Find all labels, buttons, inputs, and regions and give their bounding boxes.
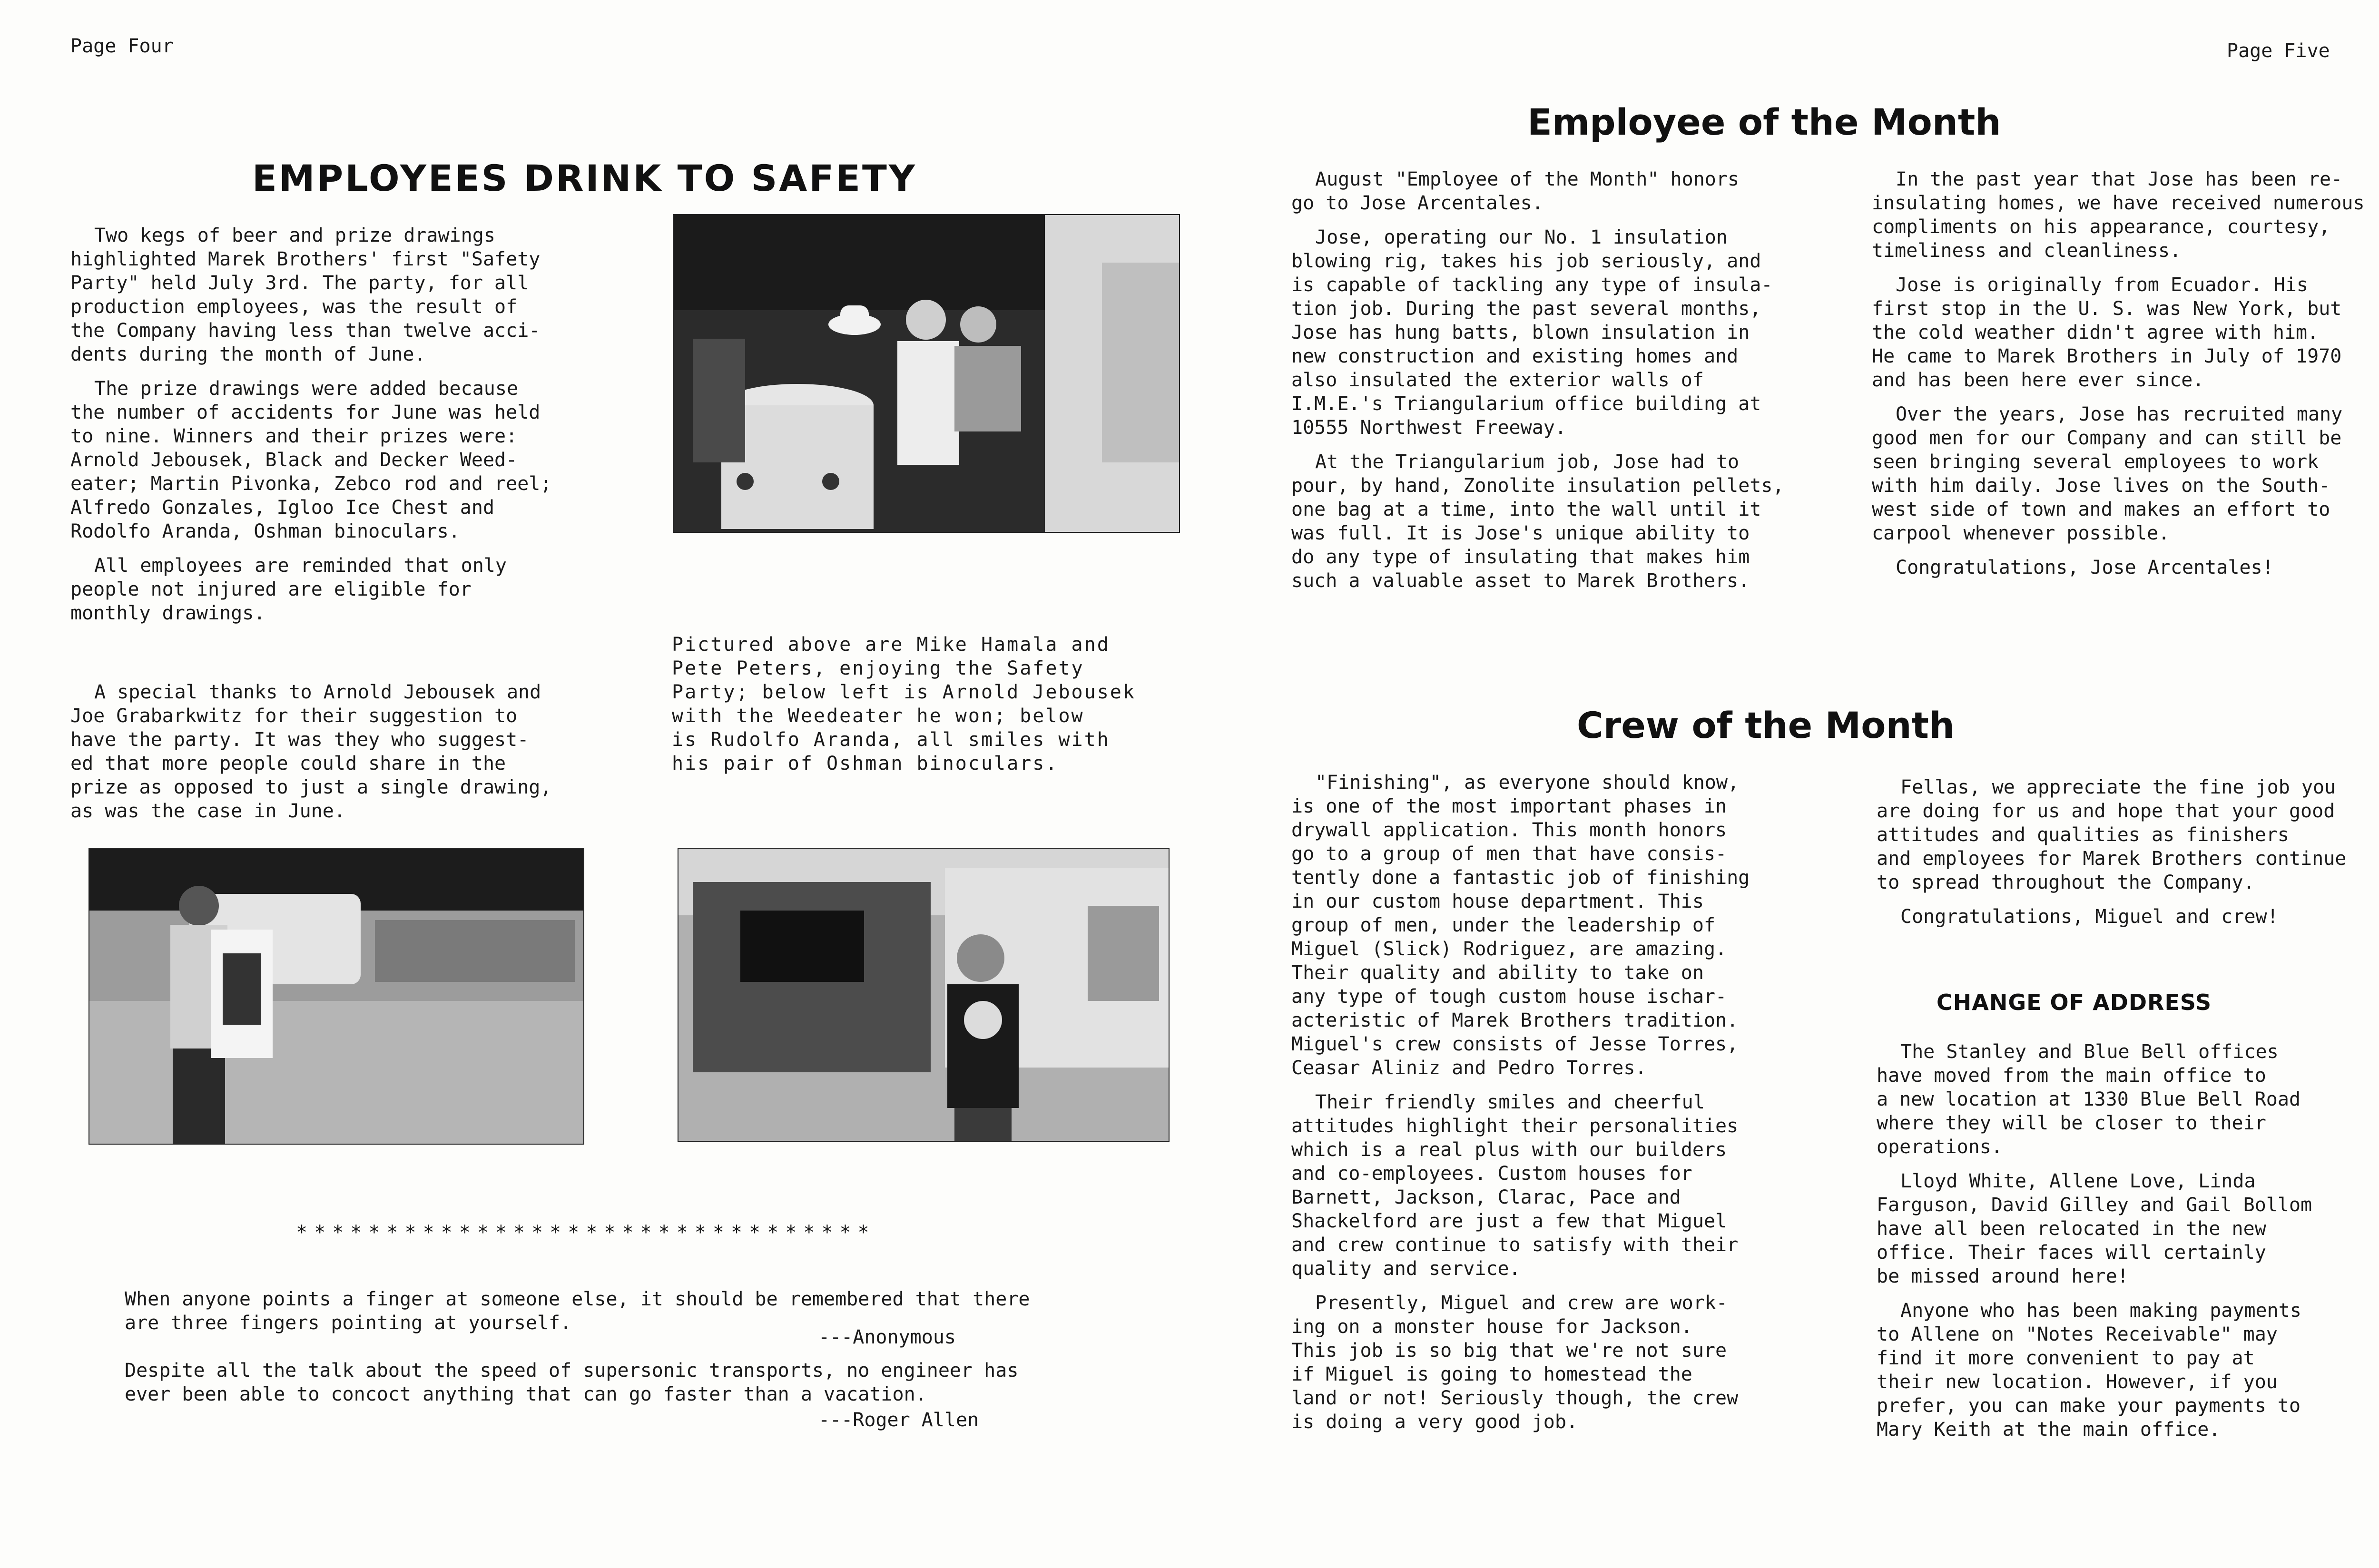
employee-of-month-title: Employee of the Month <box>1527 101 2001 143</box>
paragraph: Jose is originally from Ecuador. His first stop in the U. S. was New York, but the cold weather didn't agree with him. He came to Marek Brothers in July of 1970 and has been here ever since. <box>1872 274 2342 391</box>
paragraph: Two kegs of beer and prize drawings highlighted Marek Brothers' first "Safety Party" held July 3rd. The party, for all production employees, was the result of the Company having less than twelve acci- dents during the month of June. <box>70 225 541 365</box>
headline: EMPLOYEES DRINK TO SAFETY <box>252 157 917 199</box>
paragraph: Presently, Miguel and crew are work- ing on a monster house for Jackson. This job is so big that we're not sure if Miguel is going to homestead the land or not! Seriously though, the crew is doing a very good job. <box>1291 1292 1739 1433</box>
change-of-address-title: CHANGE OF ADDRESS <box>1937 990 2212 1015</box>
paragraph: At the Triangularium job, Jose had to pour, by hand, Zonolite insulation pellets, one bag at a time, into the wall until it was full. It is Jose's unique ability to do any type of insulating that makes him such a valuable asset to Marek Brothers. <box>1291 451 1784 592</box>
quote-attribution: ---Anonymous <box>818 1326 956 1348</box>
quote-attribution: ---Roger Allen <box>818 1409 979 1431</box>
paragraph: Anyone who has been making payments to Allene on "Notes Receivable" may find it more convenient to pay at their new location. However, if you prefer, you can make your payments to Mary Keith at the main office. <box>1877 1300 2301 1441</box>
crew-col-1 <box>1291 771 1805 1444</box>
photo-safety-party <box>673 214 1180 533</box>
star-divider: ******************************** <box>296 1222 876 1244</box>
employee-col-1 <box>1291 167 1791 603</box>
article-intro <box>70 224 665 636</box>
paragraph: A special thanks to Arnold Jebousek and Joe Grabarkwitz for their suggestion to have the party. It was they who suggest- ed that more people could share in the prize as opposed to just a single drawing, as was the case in June. <box>70 681 552 822</box>
quote-anonymous: When anyone points a finger at someone else, it should be remembered that there are three fingers pointing at yourself. <box>125 1288 1030 1334</box>
employee-col-2 <box>1872 167 2379 590</box>
change-of-address-body <box>1877 1040 2379 1452</box>
paragraph: Over the years, Jose has recruited many good men for our Company and can still be seen bringing several employees to work with him daily. Jose lives on the South- west side of town and makes an effort to carpool whenever possible. <box>1872 403 2343 544</box>
paragraph: Their friendly smiles and cheerful attitudes highlight their personalities which is a real plus with our builders and co-employees. Custom houses for Barnett, Jackson, Clarac, Pace and Shackelford are just a few that Miguel and crew continue to satisfy with their quality and service. <box>1291 1091 1739 1280</box>
crew-col-2 <box>1877 775 2379 939</box>
paragraph: Lloyd White, Allene Love, Linda Farguson, David Gilley and Gail Bollom have all been relocated in the new office. Their faces will certainly be missed around here! <box>1877 1170 2312 1287</box>
photo-rudolfo-aranda <box>678 848 1170 1142</box>
paragraph: "Finishing", as everyone should know, is one of the most important phases in drywall application. This month honors go to a group of men that have consis- tently done a fantastic job of finishing in our custom house department. This group of men, under the leadership of Miguel (Slick) Rodriguez, are amazing. Their quality and ability to take on any type of tough custom house ischar- acteristic of Marek Brothers tradition. Miguel's crew consists of Jesse Torres, Ceasar Aliniz and Pedro Torres. <box>1291 772 1750 1079</box>
paragraph: In the past year that Jose has been re- insulating homes, we have received numerous compliments on his appearance, courtesy, timeliness and cleanliness. <box>1872 168 2365 262</box>
photo-caption <box>672 633 1195 786</box>
crew-of-month-title: Crew of the Month <box>1577 704 1955 746</box>
special-thanks <box>70 680 665 833</box>
photo-arnold-jebousek <box>88 848 584 1145</box>
paragraph: Jose, operating our No. 1 insulation blowing rig, takes his job seriously, and is capable of tackling any type of insula- tion job. During the past several months, Jose has hung batts, blown insulation in new construction and existing homes and also insulated the exterior walls of I.M.E.'s Triangularium office building at 10555 Northwest Freeway. <box>1291 226 1773 439</box>
page-five <box>1210 0 2379 1568</box>
paragraph: Congratulations, Miguel and crew! <box>1900 906 2279 928</box>
page-number: Page Four <box>70 35 174 57</box>
quote-roger-allen: Despite all the talk about the speed of supersonic transports, no engineer has ever been able to concoct anything that can go faster than a vacation. <box>125 1360 1019 1405</box>
paragraph: Fellas, we appreciate the fine job you are doing for us and hope that your good attitudes and qualities as finishers and employees for Marek Brothers continue to spread throughout the Company. <box>1877 776 2347 893</box>
paragraph: August "Employee of the Month" honors go to Jose Arcentales. <box>1291 168 1740 214</box>
paragraph: The prize drawings were added because the number of accidents for June was held to nine. Winners and their prizes were: Arnold Jebousek, Black and Decker Weed- eater; Martin Pivonka, Zebco rod and reel; Alfredo Gonzales, Igloo Ice Chest and Rodolfo Aranda, Oshman binoculars. <box>70 378 552 542</box>
paragraph: The Stanley and Blue Bell offices have moved from the main office to a new location at 1330 Blue Bell Road where they will be closer to their operations. <box>1877 1041 2301 1158</box>
page-number: Page Five <box>2227 40 2330 62</box>
paragraph: Congratulations, Jose Arcentales! <box>1896 557 2274 578</box>
paragraph: All employees are reminded that only people not injured are eligible for monthly drawings. <box>70 555 507 624</box>
caption-text: Pictured above are Mike Hamala and Pete Peters, enjoying the Safety Party; below left is Arnold Jebousek with the Weedeater he won; below is Rudolfo Aranda, all smiles with his pair of Oshman binoculars. <box>672 634 1136 774</box>
